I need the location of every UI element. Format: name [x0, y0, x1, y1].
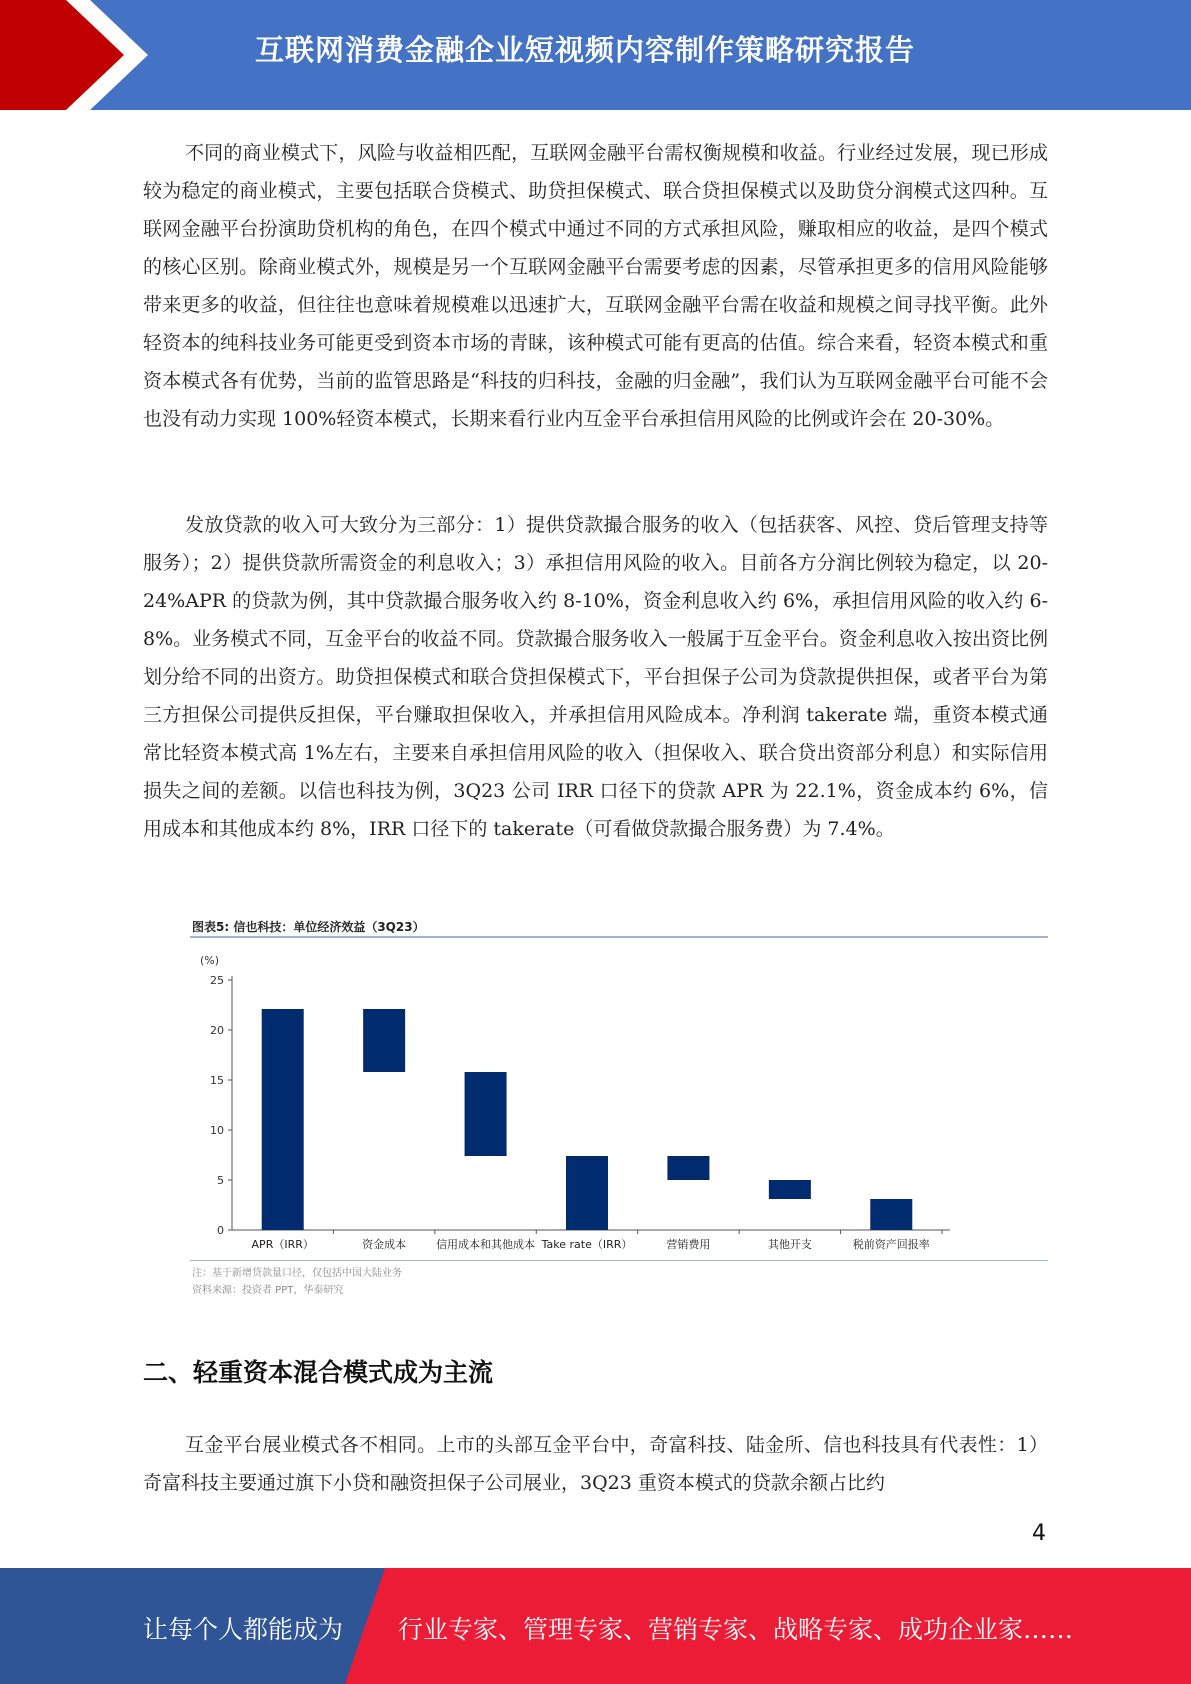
chart-bar: [769, 1180, 811, 1199]
y-tick-label: 5: [217, 1174, 224, 1187]
chart-bar: [870, 1199, 912, 1230]
chart-bar: [363, 1009, 405, 1072]
x-category-label: 资金成本: [362, 1238, 407, 1251]
chart-note: 注：基于新增贷款量口径，仅包括中国大陆业务: [192, 1268, 402, 1279]
y-tick-label: 15: [210, 1074, 224, 1087]
section-heading: 二、轻重资本混合模式成为主流: [143, 1358, 494, 1387]
report-title: 互联网消费金融企业短视频内容制作策略研究报告: [255, 33, 916, 67]
y-tick-label: 20: [210, 1024, 224, 1037]
paragraph-loan-revenue: 发放贷款的收入可大致分为三部分：1）提供贷款撮合服务的收入（包括获客、风控、贷后管理支持等服务）；2）提供贷款所需资金的利息收入；3）承担信用风险的收入。目前各方分润比例较为稳定，以 20-24%APR 的贷款为例，其中贷款撮合服务收入约 8-10%，资金利息收入约 6%，承担信用风险的收入约 6-8%。业务模式不同，互金平台的收益不同。贷款撮合服务收入一般属于互金平台。资金利息收入按出资比例划分给不同的出资方。助贷担保模式和联合贷担保模式下，平台担保子公司为贷款提供担保，或者平台为第三方担保公司提供反担保，平台赚取担保收入，并承担信用风险成本。净利润 takerate 端，重资本模式通常比轻资本模式高 1%左右，主要来自承担信用风险的收入（担保收入、联合贷出资部分利息）和实际信用损失之间的差额。以信也科技为例，3Q23 公司 IRR 口径下的贷款 APR 为 22.1%，资金成本约 6%，信用成本和其他成本约 8%，IRR 口径下的 takerate（可看做贷款撮合服务费）为 7.4%。: [143, 514, 1048, 840]
x-category-label: 信用成本和其他成本: [436, 1238, 536, 1251]
paragraph-platform-models: 互金平台展业模式各不相同。上市的头部互金平台中，奇富科技、陆金所、信也科技具有代表性：1）奇富科技主要通过旗下小贷和融资担保子公司展业，3Q23 重资本模式的贷款余额占比约: [143, 1434, 1048, 1494]
chart-bar: [667, 1156, 709, 1180]
header-arrow-decoration: [0, 0, 160, 110]
report-footer: [0, 1568, 1191, 1684]
chart-bar: [262, 1009, 304, 1230]
report-header: [0, 0, 1191, 110]
unit-economics-chart: [190, 918, 1050, 1298]
x-category-label: 其他开支: [767, 1238, 812, 1251]
x-category-label: 税前资产回报率: [852, 1238, 930, 1251]
page-number: 4: [1032, 1521, 1046, 1546]
chart-bar: [465, 1072, 507, 1156]
footer-slogan-left: 让每个人都能成为: [143, 1615, 344, 1644]
chart-title: 图表5: 信也科技：单位经济效益（3Q23）: [192, 920, 425, 934]
x-category-label: Take rate（IRR）: [541, 1238, 633, 1251]
paragraph-business-models: 不同的商业模式下，风险与收益相匹配，互联网金融平台需权衡规模和收益。行业经过发展，现已形成较为稳定的商业模式，主要包括联合贷模式、助贷担保模式、联合贷担保模式以及助贷分润模式这四种。互联网金融平台扮演助贷机构的角色，在四个模式中通过不同的方式承担风险，赚取相应的收益，是四个模式的核心区别。除商业模式外，规模是另一个互联网金融平台需要考虑的因素，尽管承担更多的信用风险能够带来更多的收益，但往往也意味着规模难以迅速扩大，互联网金融平台需在收益和规模之间寻找平衡。此外轻资本的纯科技业务可能更受到资本市场的青睐，该种模式可能有更高的估值。综合来看，轻资本模式和重资本模式各有优势，当前的监管思路是“科技的归科技，金融的归金融”，我们认为互联网金融平台可能不会也没有动力实现 100%轻资本模式，长期来看行业内互金平台承担信用风险的比例或许会在 20-30%。: [143, 142, 1048, 430]
chart-source: 资料来源：投资者 PPT，华泰研究: [192, 1285, 344, 1296]
footer-slogan-right: 行业专家、管理专家、营销专家、战略专家、成功企业家……: [398, 1615, 1074, 1644]
y-tick-label: 10: [210, 1124, 224, 1137]
x-category-label: 营销费用: [666, 1238, 711, 1251]
y-tick-label: 25: [210, 974, 224, 987]
chart-bar: [566, 1156, 608, 1230]
chart-plot: [190, 938, 1050, 1260]
chart-bottom-rule: [190, 1260, 1048, 1261]
y-tick-label: 0: [217, 1224, 224, 1237]
y-axis-unit-label: (%): [200, 954, 220, 967]
x-category-label: APR（IRR）: [251, 1238, 314, 1251]
